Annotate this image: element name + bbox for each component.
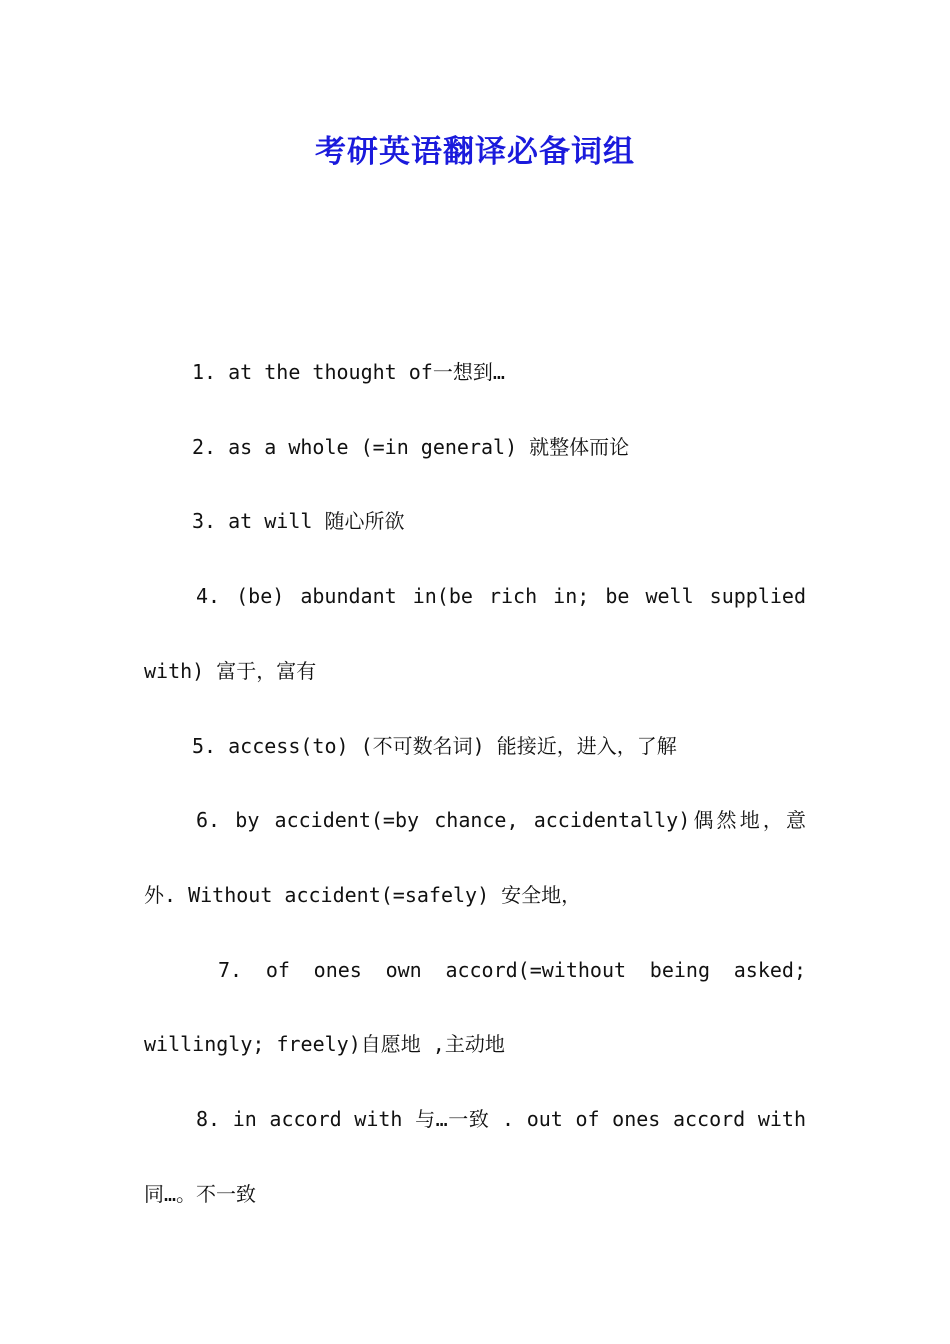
list-item: 8. in accord with 与…一致 . out of ones accord with 同…。不一致 [144, 1107, 806, 1206]
list-item: 3. at will 随心所欲 [192, 509, 405, 534]
document-title: 考研英语翻译必备词组 [315, 134, 635, 170]
list-item: 2. as a whole (=in general) 就整体而论 [192, 434, 630, 459]
list-item: 5. access(to) (不可数名词) 能接近，进入，了解 [192, 733, 677, 758]
phrase-list [144, 335, 806, 1231]
list-item: 7. of ones own accord(=without being asked; willingly; freely)自愿地 ,主动地 [144, 957, 806, 1057]
list-item: 6. by accident(=by chance, accidentally)偶然地，意外. Without accident(=safely) 安全地， [144, 808, 806, 907]
list-item: 4. (be) abundant in(be rich in; be well supplied with) 富于，富有 [144, 584, 806, 683]
list-item: 1. at the thought of一想到… [192, 360, 505, 384]
